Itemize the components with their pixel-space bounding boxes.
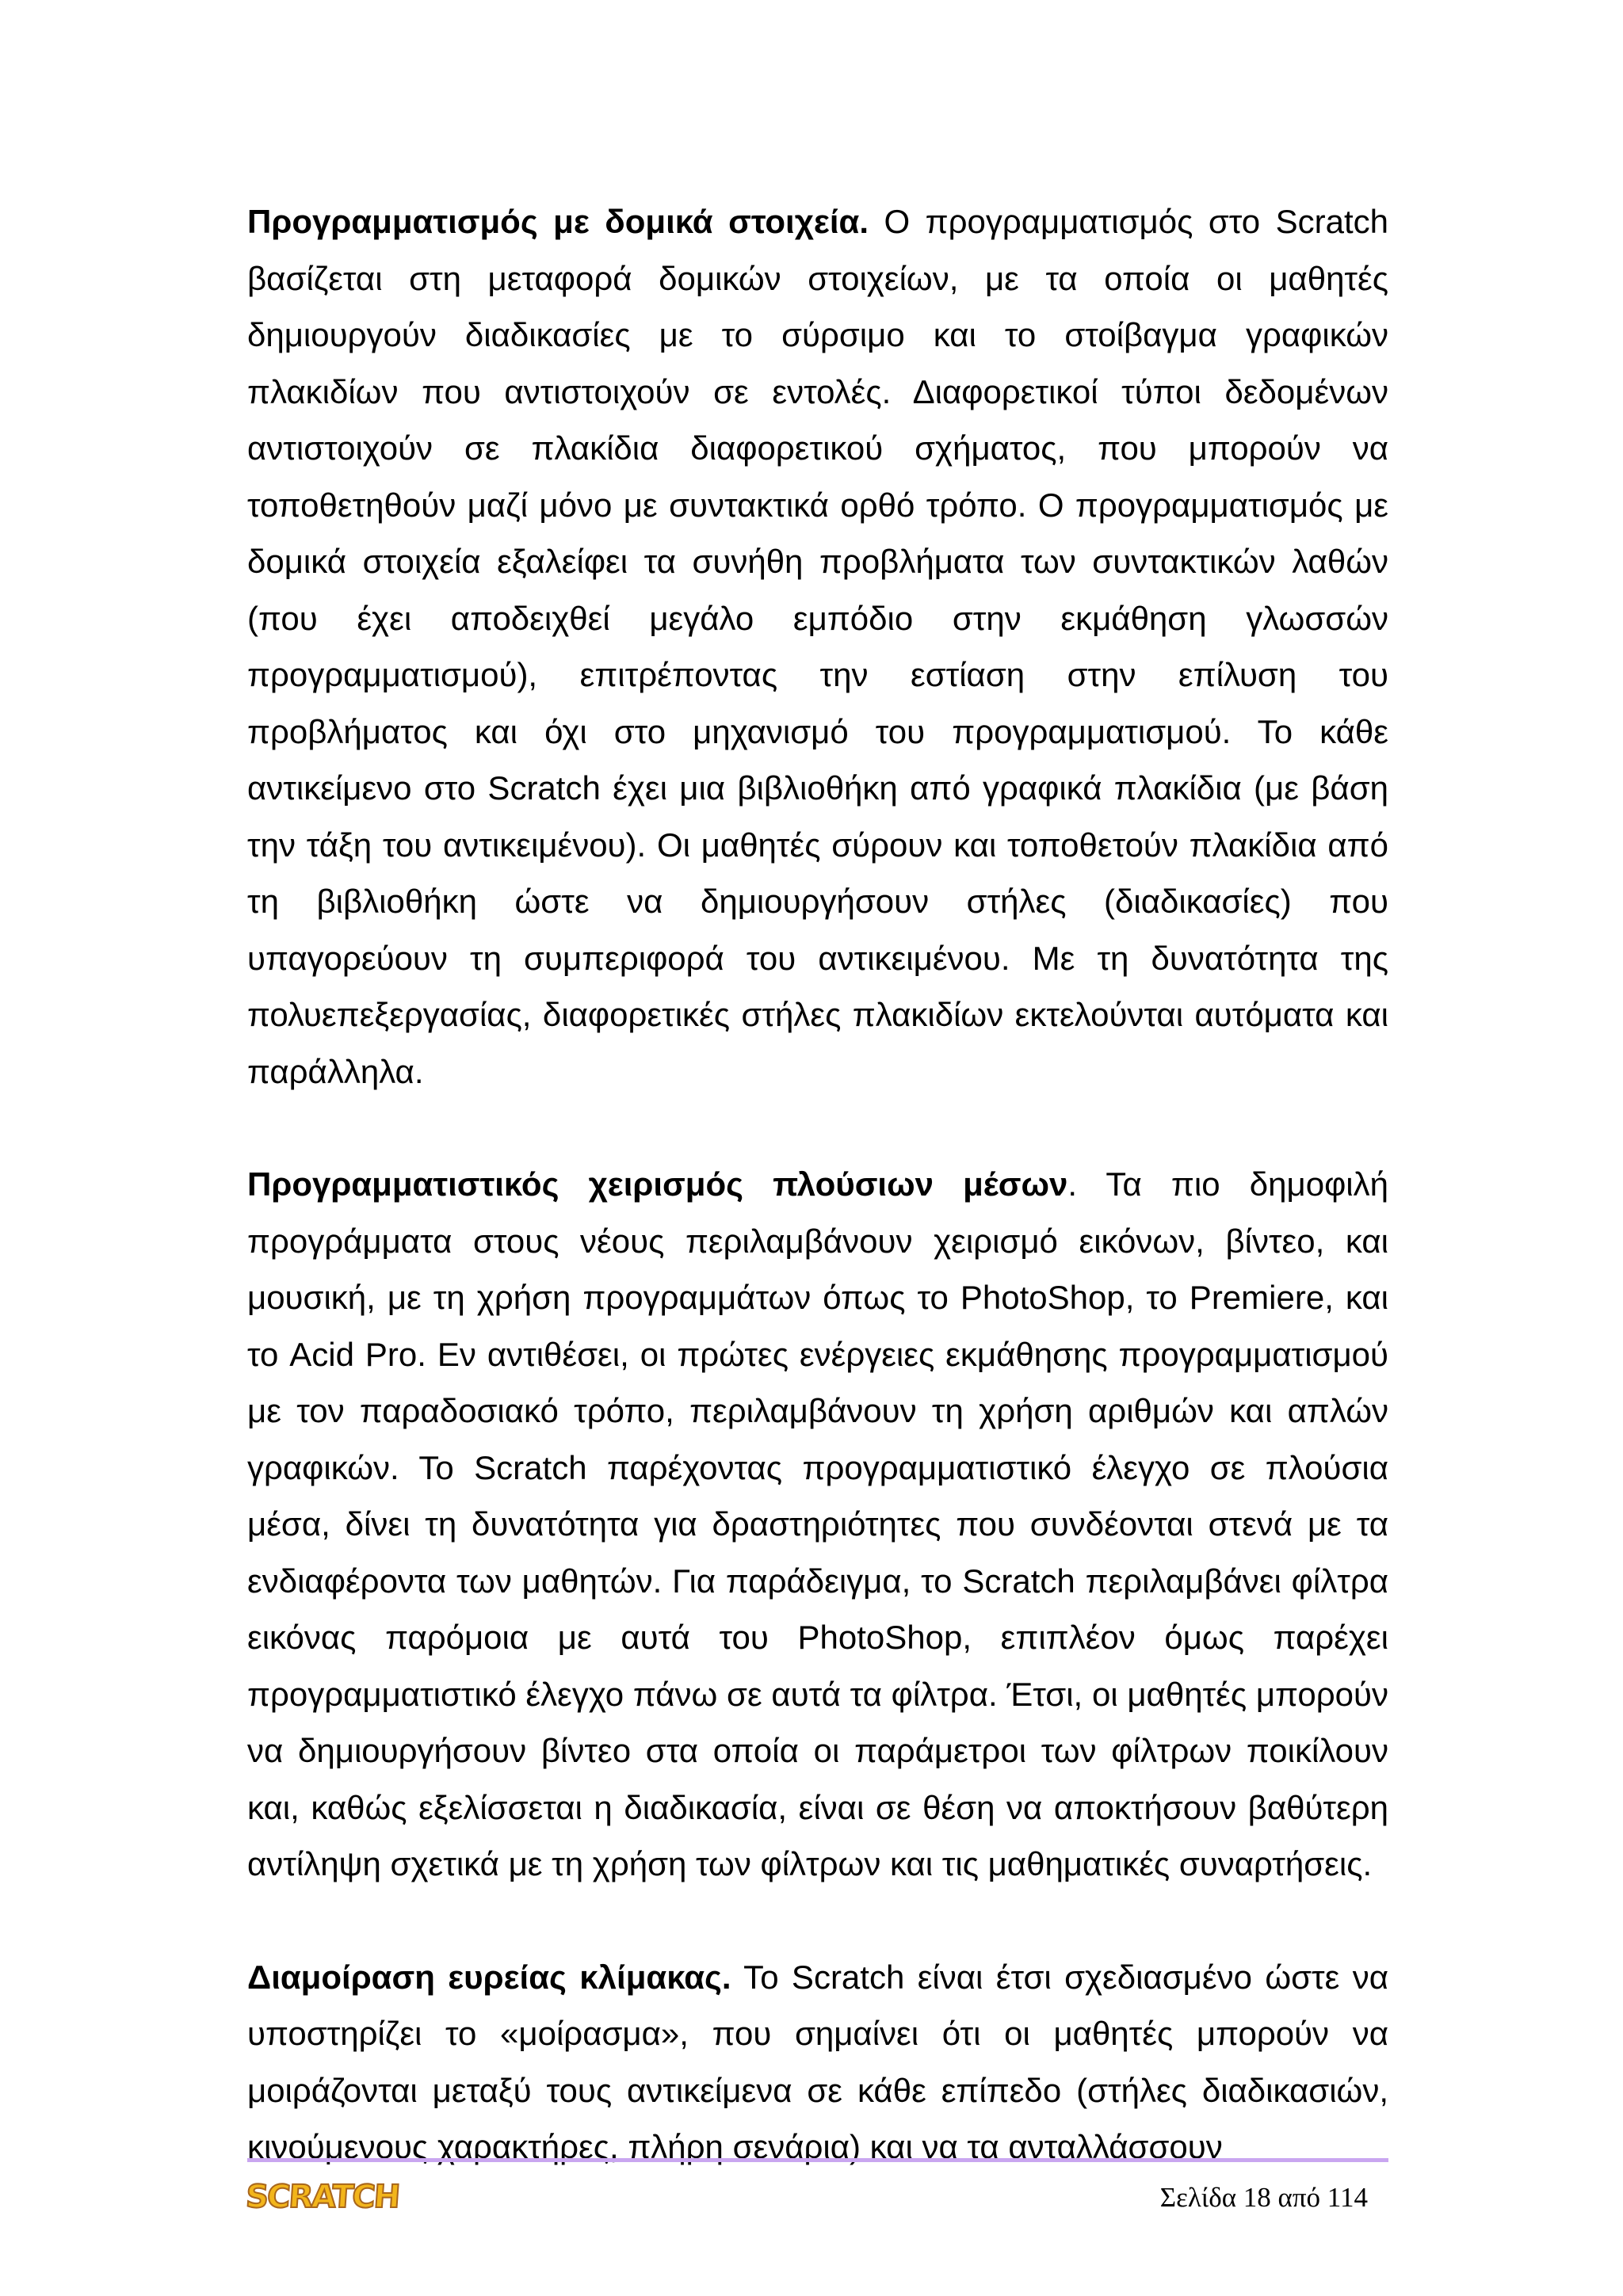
logo-text: SCRATCH [244,2179,400,2215]
section-body: Ο προγραμματισμός στο Scratch βασίζεται στη μεταφορά δομικών στοιχείων, με τα οποία οι μαθητές δημιουργούν διαδικασίες με το σύρσιμο και το στοίβαγμα γραφικών πλακιδίων που αντιστοιχούν σε εντολές. Διαφορετικοί τύποι δεδομένων αντιστοιχούν σε πλακίδια διαφορετικού σχήματος, που μπορούν να τοποθετηθούν μαζί μόνο με συντακτικά ορθό τρόπο. Ο προγραμματισμός με δομικά στοιχεία εξαλείφει τα συνήθη προβλήματα των συντακτικών λαθών (που έχει αποδειχθεί μεγάλο εμπόδιο στην εκμάθηση γλωσσών προγραμματισμού), επιτρέποντας την εστίαση στην επίλυση του προβλήματος και όχι στο μηχανισμό του προγραμματισμού. Το κάθε αντικείμενο στο Scratch έχει μια βιβλιοθήκη από γραφικά πλακίδια (με βάση την τάξη του αντικειμένου). Οι μαθητές σύρουν και τοποθετούν πλακίδια από τη βιβλιοθήκη ώστε να δημιουργήσουν στήλες (διαδικασίες) που υπαγορεύουν τη συμπεριφορά του αντικειμένου. Με τη δυνατότητα της πολυεπεξεργασίας, διαφορετικές στήλες πλακιδίων εκτελούνται αυτόματα και παράλληλα. [247,203,1388,1090]
footer-rule [247,2158,1388,2162]
paragraph-sharing [247,1949,1388,2176]
section-heading: Διαμοίραση ευρείας κλίμακας. [247,1958,731,1996]
section-body: . Τα πιο δημοφιλή προγράμματα στους νέους περιλαμβάνουν χειρισμό εικόνων, βίντεο, και μουσική, με τη χρήση προγραμμάτων όπως το PhotoShop, το Premiere, και το Acid Pro. Εν αντιθέσει, οι πρώτες ενέργειες εκμάθησης προγραμματισμού με τον παραδοσιακό τρόπο, περιλαμβάνουν τη χρήση αριθμών και απλών γραφικών. Το Scratch παρέχοντας προγραμματιστικό έλεγχο σε πλούσια μέσα, δίνει τη δυνατότητα για δραστηριότητες που συνδέονται στενά με τα ενδιαφέροντα των μαθητών. Για παράδειγμα, το Scratch περιλαμβάνει φίλτρα εικόνας παρόμοια με αυτά του PhotoShop, επιπλέον όμως παρέχει προγραμματιστικό έλεγχο πάνω σε αυτά τα φίλτρα. Έτσι, οι μαθητές μπορούν να δημιουργήσουν βίντεο στα οποία οι παράμετροι των φίλτρων ποικίλουν και, καθώς εξελίσσεται η διαδικασία, είναι σε θέση να αποκτήσουν βαθύτερη αντίληψη σχετικά με τη χρήση των φίλτρων και τις μαθηματικές συναρτήσεις. [247,1165,1388,1882]
paragraph-block-programming [247,193,1388,1100]
section-heading: Προγραμματισμός με δομικά στοιχεία. [247,203,869,240]
document-body [247,193,1388,2176]
paragraph-rich-media [247,1156,1388,1893]
section-body: Το Scratch είναι έτσι σχεδιασμένο ώστε να υποστηρίζει το «μοίρασμα», που σημαίνει ότι οι μαθητές μπορούν να μοιράζονται μεταξύ τους αντικείμενα σε κάθε επίπεδο (στήλες διαδικασιών, κινούμενους χαρακτήρες, πλήρη σενάρια) και να τα ανταλλάσσουν [247,1958,1388,2165]
section-heading: Προγραμματιστικός χειρισμός πλούσιων μέσων [247,1165,1068,1203]
scratch-logo [244,2171,400,2217]
page-number: Σελίδα 18 από 114 [1159,2182,1368,2213]
